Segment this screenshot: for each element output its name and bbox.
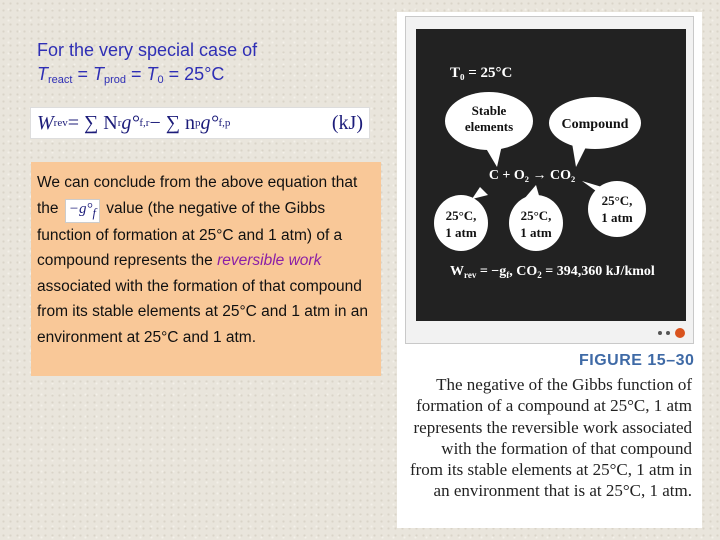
publisher-logo-icon [675, 328, 685, 338]
equation-unit: (kJ) [331, 111, 363, 134]
slide-heading [37, 38, 377, 92]
figure-number: FIGURE 15–30 [579, 352, 695, 369]
reaction-label: C + O₂ → CO₂ [488, 168, 576, 183]
bubble-left-line1: Stable [471, 103, 507, 118]
svg-text:1 atm: 1 atm [601, 210, 633, 225]
bubble-right-text: Compound [561, 117, 629, 132]
svg-text:1 atm: 1 atm [520, 225, 552, 240]
temperature-label: T₀ = 25°C [450, 65, 513, 81]
nav-dot-1 [658, 331, 662, 335]
svg-text:25°C,: 25°C, [520, 208, 552, 223]
figure-caption: The negative of the Gibbs function of formation of a compound at 25°C, 1 atm represents the reversible work associated with the formation of that compound from its stable elements at 25°C, 1 atm in an environment that is at 25°C, 1 atm. [409, 375, 692, 501]
highlight-reversible-work: reversible work [217, 252, 322, 269]
gibbs-value-symbol: $-g^\circ_f$ [65, 199, 100, 223]
figure-diagram [406, 17, 695, 345]
reversible-work-equation: W rev = ∑ N r g° f,r − ∑ n p g° f,p (kJ) [30, 107, 370, 139]
nav-dot-2 [666, 331, 670, 335]
figure-illustration [405, 16, 694, 344]
svg-text:1 atm: 1 atm [445, 225, 477, 240]
bubble-left-line2: elements [464, 119, 514, 134]
state-bubble-left [434, 195, 488, 251]
heading-line1: For the very special case of [37, 40, 258, 60]
wrev-result: $W_{rev} = -g_f$, $CO_2 = 394,360$ kJ/kmol [450, 264, 655, 280]
svg-text:25°C,: 25°C, [445, 208, 477, 223]
heading-line2: $T_{react} = T_{prod} = T_0 = 25^\circ C$ [37, 64, 225, 86]
figure-panel [397, 12, 702, 528]
state-bubble-middle [509, 195, 563, 251]
conclusion-box: We can conclude from the above equation that the $-g^\circ_f$ value (the negative of the Gibbs function of formation at 25°C and 1 atm) of a compound represents the reversible work associated with the formation of that compound from its stable elements at 25°C and 1 atm in an environment at 25°C and 1 atm. [31, 162, 381, 376]
svg-text:25°C,: 25°C, [601, 193, 633, 208]
